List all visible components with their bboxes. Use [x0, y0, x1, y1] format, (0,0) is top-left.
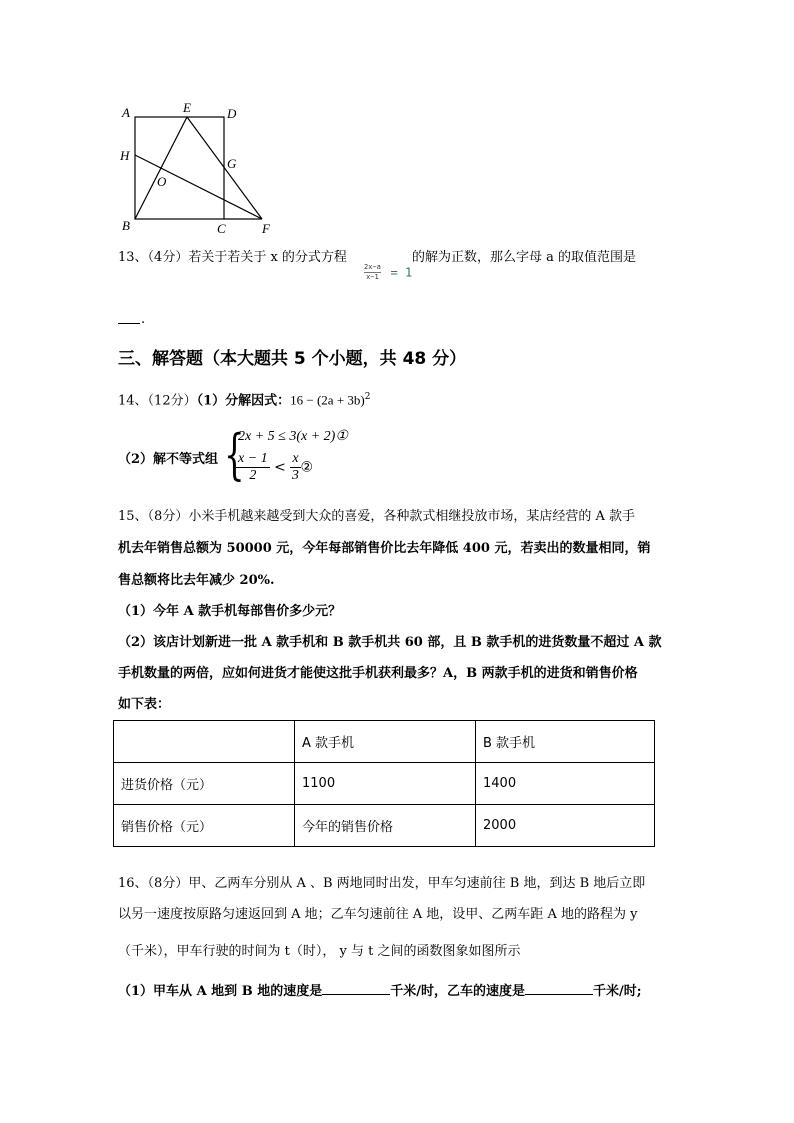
label-h: H — [120, 148, 130, 163]
q16-answer-blank-1 — [322, 980, 390, 995]
q15-line-2: 机去年销售总额为 50000 元，今年每部销售价比去年降低 400 元，若卖出的数量相同，销 — [118, 541, 651, 556]
section3-title: 三、解答题（本大题共 5 个小题，共 48 分） — [118, 349, 467, 369]
q14-inequality-1: 2x + 5 ≤ 3(x + 2)① — [238, 429, 348, 444]
q14-ineq2-right-num: x — [292, 451, 299, 466]
label-a: A — [122, 105, 130, 120]
table-header-row — [114, 721, 655, 763]
q14-ineq2-left-num: x − 1 — [238, 451, 268, 466]
label-o: O — [157, 174, 167, 189]
q16-answer-blank-2 — [525, 980, 593, 995]
q13-eq-denominator: x−1 — [366, 273, 379, 281]
q13-line — [118, 248, 347, 268]
q14-part1 — [118, 387, 370, 411]
price-table — [113, 720, 655, 847]
table-row — [114, 805, 655, 847]
q13-text-before: 若关于若关于 x 的分式方程 — [188, 250, 347, 265]
q13-number: 13、（4分） — [118, 250, 189, 265]
label-d: D — [227, 106, 237, 121]
label-c: C — [217, 221, 226, 236]
q14-number: 14、（12分） — [118, 393, 197, 409]
q14-ineq2-left-den: 2 — [249, 468, 257, 483]
q14-ineq2-left-fraction — [236, 451, 270, 484]
geometry-figure — [110, 95, 290, 240]
q14-part1-label: （1）分解因式： — [196, 393, 291, 409]
q14-ineq2-mark: ② — [300, 459, 314, 476]
q14-ineq2-op: < — [274, 459, 286, 476]
q14-part2-label: （2）解不等式组 — [118, 452, 219, 467]
table-row — [114, 763, 655, 805]
table-header-cell — [114, 721, 295, 763]
table-cell: 今年的销售价格 — [295, 805, 476, 847]
table-cell: 2000 — [476, 805, 655, 847]
q16-sub1-part-c: 千米/时; — [592, 984, 642, 999]
label-f: F — [262, 221, 270, 236]
label-b: B — [122, 218, 130, 233]
q14-system-brace: { — [224, 423, 245, 486]
q14-part1-expr: 16 − (2a + 3b) — [290, 392, 365, 408]
label-g: G — [227, 156, 237, 171]
q13-text-after: 的解为正数，那么字母 a 的取值范围是 — [412, 250, 637, 265]
table-cell: 进货价格（元） — [114, 763, 295, 805]
q15-sub-1: （1）今年 A 款手机每部售价多少元？ — [118, 604, 342, 619]
q13-eq-rhs: = 1 — [390, 265, 413, 280]
q13-eq-numerator: 2x−a — [364, 263, 381, 271]
q15-line-1: 15、（8分）小米手机越来越受到大众的喜爱，各种款式相继投放市场，某店经营的 A 款手 — [118, 509, 635, 524]
q15-sub-2-line-2: 手机数量的两倍，应如何进货才能使这批手机获利最多？A，B 两款手机的进货和销售价格 — [118, 666, 638, 681]
q16-line-1: 16、（8分）甲、乙两车分别从 A 、B 两地同时出发，甲车匀速前往 B 地，到达 B 地后立即 — [118, 876, 646, 891]
q13-answer-blank — [118, 313, 140, 324]
q13-end-mark: . — [141, 312, 146, 327]
table-header-cell: B 款手机 — [476, 721, 655, 763]
table-cell: 1100 — [295, 763, 476, 805]
q16-line-2: 以另一速度按原路匀速返回到 A 地；乙车匀速前往 A 地，设甲、乙两车距 A 地的路程为 y — [118, 907, 638, 922]
q14-part1-exp: 2 — [364, 392, 371, 402]
q15-sub-2-line-1: （2）该店计划新进一批 A 款手机和 B 款手机共 60 部，且 B 款手机的进货数量不超过 A 款 — [118, 635, 662, 650]
q14-ineq2-right-fraction — [290, 451, 300, 484]
q16-sub-1 — [118, 980, 642, 1002]
q15-line-3: 售总额将比去年减少 20%. — [118, 573, 275, 588]
segment-hf — [135, 155, 262, 219]
table-cell: 销售价格（元） — [114, 805, 295, 847]
q16-line-3: （千米），甲车行驶的时间为 t（时）， y 与 t 之间的函数图象如图所示 — [118, 944, 521, 959]
q16-sub1-part-a: （1）甲车从 A 地到 B 地的速度是 — [118, 984, 323, 999]
q15-sub-2-line-3: 如下表： — [118, 697, 171, 712]
q14-ineq2-right-den: 3 — [291, 468, 299, 483]
q13-equation — [364, 262, 412, 282]
table-cell: 1400 — [476, 763, 655, 805]
q14-inequality-2 — [236, 451, 313, 484]
table-header-cell: A 款手机 — [295, 721, 476, 763]
label-e: E — [183, 100, 191, 115]
q16-sub1-part-b: 千米/时，乙车的速度是 — [390, 984, 525, 999]
